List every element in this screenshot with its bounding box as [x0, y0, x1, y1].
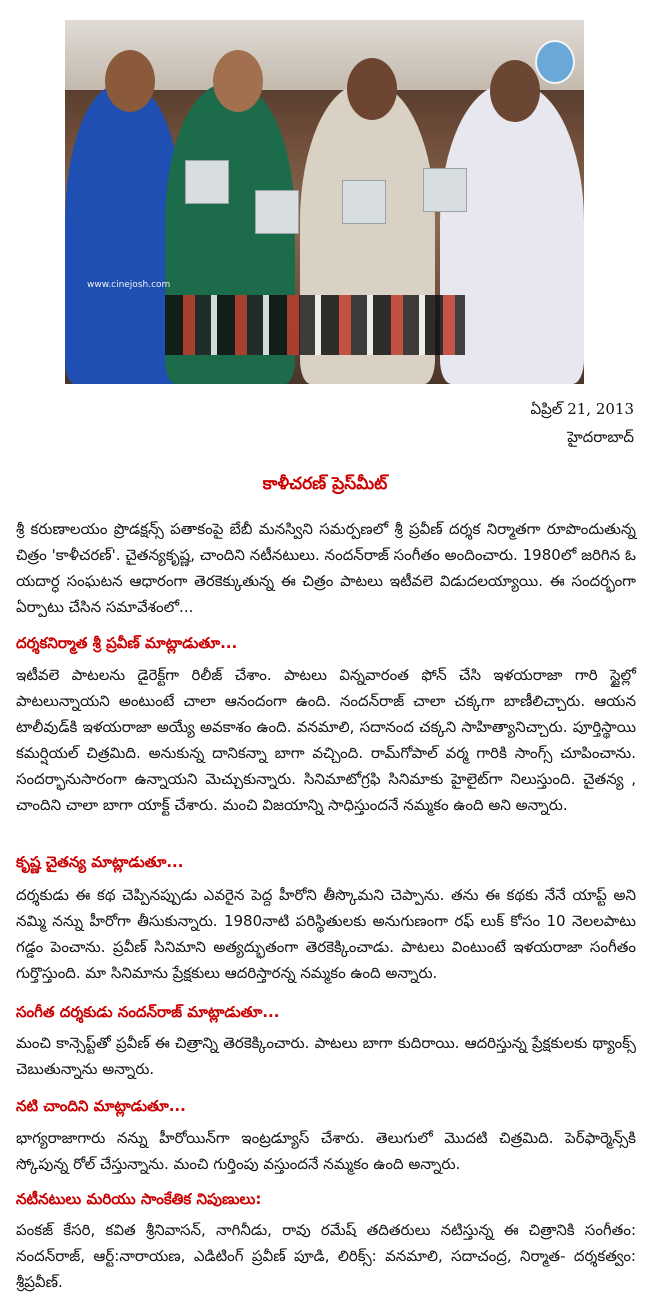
cd-cover-2 — [255, 190, 299, 234]
article-place: హైదరాబాద్ — [567, 428, 634, 446]
section-heading: దర్శకనిర్మాత శ్రీ ప్రవీణ్ మాట్లాడుతూ... — [16, 634, 238, 652]
article-intro: శ్రీ కరుణాలయం ప్రొడక్షన్స్ పతాకంపై బేబీ మనస్విని సమర్పణలో శ్రీ ప్రవీణ్ దర్శక నిర్మాతగా రూపొందుతున్న చిత్రం 'కాళీచరణ్'. చైతన్యకృష్ణ, చాందిని నటీనటులు. నందన్‌రాజ్ సంగీతం అందించారు. 1980లో జరిగిన ఓ యదార్ధ సంఘటన ఆధారంగా తెరకెక్కుతున్న ఈ చిత్రం పాటలు ఇటీవలె విడుదలయ్యాయి. ఈ సందర్భంగా ఏర్పాటు చేసిన సమావేశంలో... — [16, 520, 636, 616]
head-4 — [490, 60, 540, 122]
section-heading: సంగీత దర్శకుడు నందన్‌రాజ్ మాట్లాడుతూ... — [16, 1003, 280, 1021]
section-body: పంకజ్ కేసరి, కవిత శ్రీనివాసన్, నాగినీడు, రావు రమేష్ తదితరులు నటిస్తున్న ఈ చిత్రానికి సంగీతం: నందన్‌రాజ్, ఆర్ట్:నారాయణ, ఎడిటింగ్ ప్రవీణ్ పూడి, లిరిక్స్: వనమాలి, సదాచంద్ర, నిర్మాత- దర్శకత్వం: శ్రీప్రవీణ్. — [16, 1221, 636, 1291]
section-body: భాగ్యరాజాగారు నన్ను హీరోయిన్‌గా ఇంట్రడ్యూస్ చేశారు. తెలుగులో మొదటి చిత్రమిది. పెర్‌ఫార్మెన్స్‌కి స్కోపున్న రోల్ చేస్తున్నాను. మంచి గుర్తింపు వస్తుందనే నమ్మకం ఉంది అన్నారు. — [16, 1129, 636, 1173]
section-body: దర్శకుడు ఈ కథ చెప్పినప్పుడు ఎవరైన పెద్ద హీరోని తీస్కొమని చెప్పాను. తను ఈ కథకు నేనే యాప్ట్ అని నమ్మి నన్ను హీరోగా తీసుకున్నారు. 1980నాటి పరిస్థితులకు అనుగుణంగా రఫ్ లుక్ కోసం 10 నెలలపాటు గడ్డం పెంచాను. ప్రవీణ్ సినిమాని అత్యద్భుతంగా తెరకెక్కించాడు. పాటలు వింటుంటే ఇళయరాజా సంగీతం గుర్తొస్తుంది. మా సినిమాను ప్రేక్షకులు ఆదరిస్తారన్న నమ్మకం ఉంది అన్నారు. — [16, 886, 636, 982]
microphones — [165, 295, 465, 355]
photo-watermark: www.cinejosh.com — [87, 280, 171, 290]
article-date: ఏప్రిల్ 21, 2013 — [530, 400, 634, 418]
section-heading: కృష్ణ చైతన్య మాట్లాడుతూ... — [16, 853, 184, 871]
head-2 — [213, 50, 263, 112]
article-title: కాళీచరణ్ ప్రెస్‌మీట్ — [262, 474, 388, 494]
press-meet-photo — [65, 20, 584, 384]
cd-cover-3 — [342, 180, 386, 224]
section-body: మంచి కాన్సెప్ట్‌తో ప్రవీణ్ ఈ చిత్రాన్ని తెరకెక్కించారు. పాటలు బాగా కుదిరాయి. ఆదరిస్తున్న ప్రేక్షకులకు థ్యాంక్స్ చెబుతున్నాను అన్నారు. — [16, 1034, 636, 1078]
cd-cover-4 — [423, 168, 467, 212]
section-heading: నటి చాందిని మాట్లాడుతూ... — [16, 1097, 186, 1115]
head-3 — [347, 58, 397, 120]
section-body: ఇటీవలె పాటలను డైరెక్ట్‌గా రిలీజ్ చేశాం. పాటలు విన్నవారంత ఫోన్ చేసి ఇళయరాజా గారి స్టైల్లో పాటలున్నాయని అంటుంటే చాలా ఆనందంగా ఉంది. నందన్‌రాజ్ చాలా చక్కగా బాణీలిచ్చారు. ఆయన టాలీవుడ్‌కి ఇళయరాజా అయ్యే అవకాశం ఉంది. వనమాలి, సదానంద చక్కని సాహిత్యానిచ్చారు. పూర్తిస్థాయి కమర్షియల్ చిత్రమిది. అనుకున్న దానికన్నా బాగా వచ్చింది. రామ్‌గోపాల్ వర్మ గారికి సాంగ్స్ చూపించాను. సందర్భానుసారంగా ఉన్నాయని మెచ్చుకున్నారు. సినిమాటోగ్రఫి సినిమాకు హైలైట్‌గా నిలుస్తుంది. చైతన్య , చాందిని చాలా బాగా యాక్ట్ చేశారు. మంచి విజయాన్ని సాధిస్తుందనే నమ్మకం ఉంది అని అన్నారు. — [16, 666, 636, 814]
head-1 — [105, 50, 155, 112]
section-heading: నటీనటులు మరియు సాంకేతిక నిపుణులు: — [16, 1190, 262, 1208]
cd-cover-1 — [185, 160, 229, 204]
site-logo-icon — [535, 40, 575, 84]
